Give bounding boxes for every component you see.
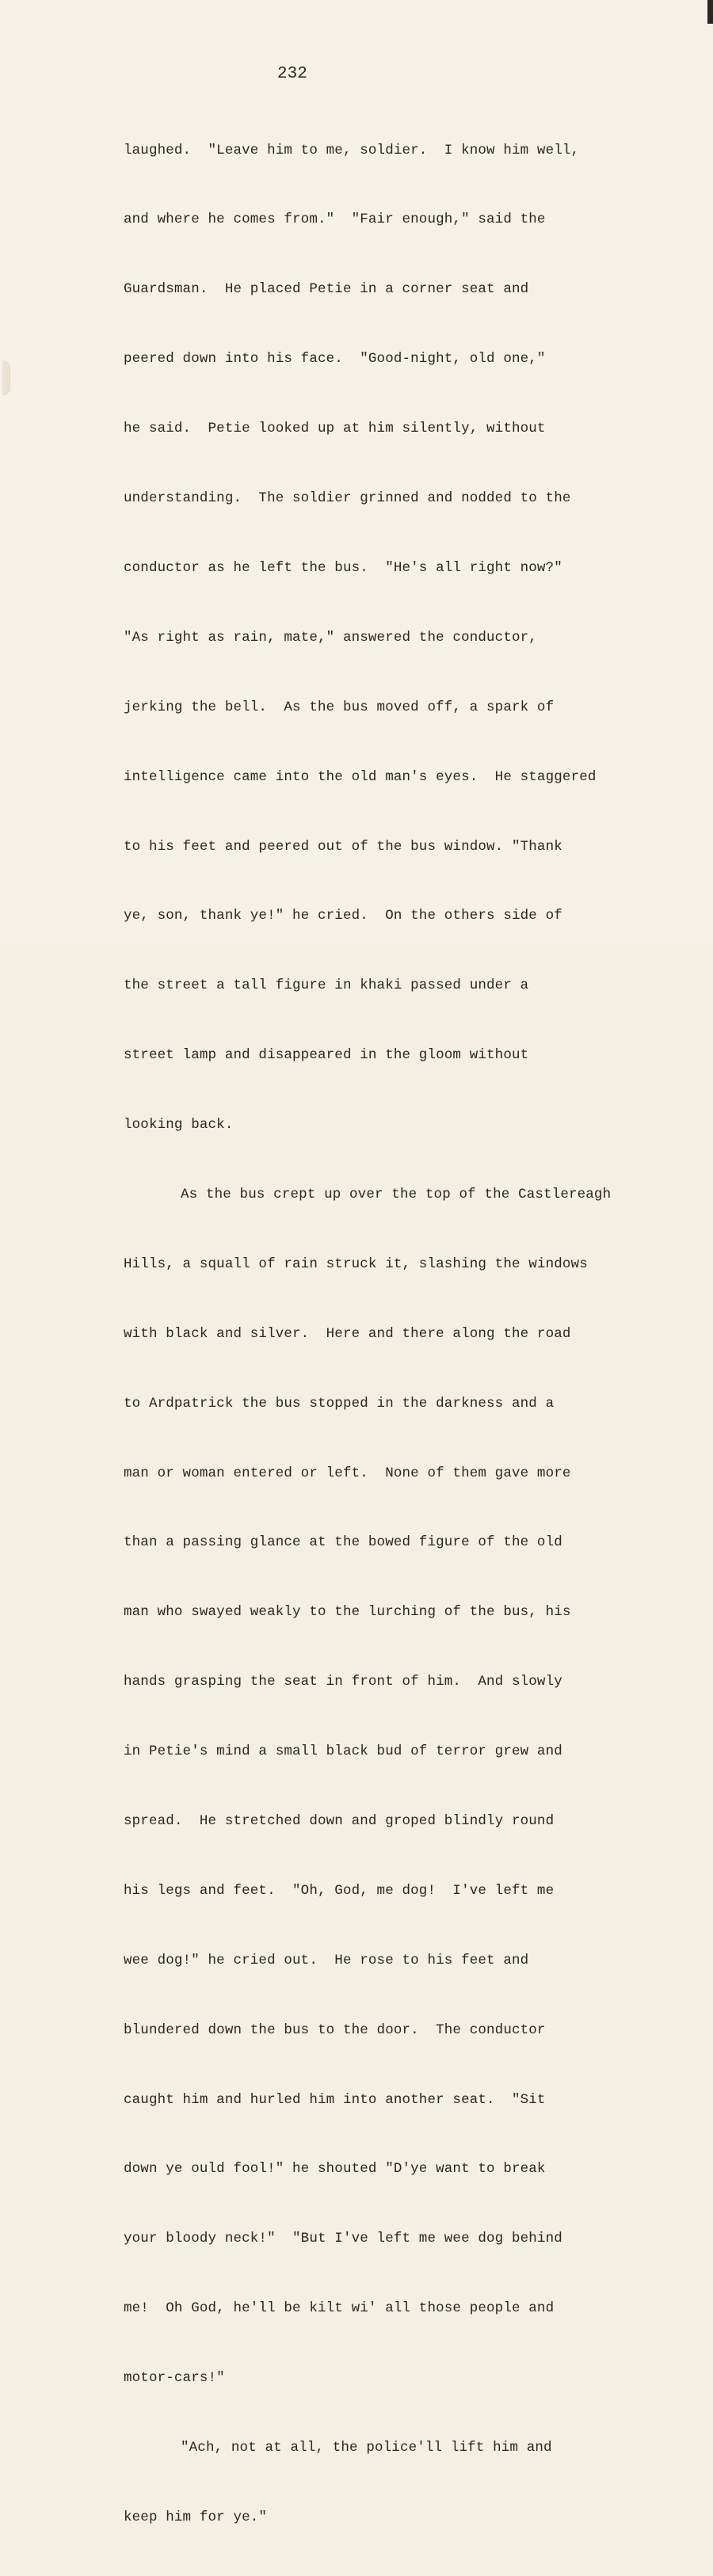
- text-line: man or woman entered or left. None of them gave more: [124, 1465, 571, 1481]
- text-line: me! Oh God, he'll be kilt wi' all those people and: [124, 2300, 555, 2317]
- text-line: his legs and feet. "Oh, God, me dog! I've left me: [124, 1882, 555, 1899]
- text-line: caught him and hurled him into another seat. "Sit: [124, 2091, 546, 2108]
- text-line: man who swayed weakly to the lurching of the bus, his: [124, 1604, 571, 1621]
- text-line: blundered down the bus to the door. The conductor: [124, 2022, 546, 2038]
- text-line: looking back.: [124, 1117, 234, 1134]
- paragraph-start-line: As the bus crept up over the top of the Castlereagh: [181, 1186, 612, 1202]
- text-line: hands grasping the seat in front of him. And slowly: [124, 1674, 562, 1690]
- punch-hole: [2, 360, 10, 395]
- text-line: he said. Petie looked up at him silently, without: [124, 421, 546, 437]
- text-line: Hills, a squall of rain struck it, slashing the windows: [124, 1256, 588, 1272]
- text-line: to Ardpatrick the bus stopped in the darkness and a: [124, 1395, 555, 1412]
- text-line: understanding. The soldier grinned and nodded to the: [124, 490, 571, 507]
- text-line: the street a tall figure in khaki passed under a: [124, 977, 529, 994]
- text-line: motor-cars!": [124, 2370, 225, 2387]
- text-line: spread. He stretched down and groped blindly round: [124, 1812, 555, 1829]
- text-line: peered down into his face. "Good-night, old one,": [124, 351, 546, 368]
- text-line: than a passing glance at the bowed figure of the old: [124, 1534, 562, 1551]
- text-line: wee dog!" he cried out. He rose to his feet and: [124, 1952, 529, 1968]
- text-line: to his feet and peered out of the bus window. "Thank: [124, 838, 562, 855]
- text-line: down ye ould fool!" he shouted "D'ye want to break: [124, 2161, 546, 2178]
- text-line: ye, son, thank ye!" he cried. On the others side of: [124, 908, 562, 924]
- paragraph-start-line: "Ach, not at all, the police'll lift him and: [181, 2439, 552, 2456]
- text-line: jerking the bell. As the bus moved off, a spark of: [124, 699, 555, 715]
- text-line: intelligence came into the old man's eyes. He staggered: [124, 768, 597, 785]
- text-line: and where he comes from." "Fair enough," said the: [124, 211, 546, 228]
- text-line: with black and silver. Here and there along the road: [124, 1325, 571, 1342]
- page-number: 232: [277, 65, 307, 83]
- text-line: "As right as rain, mate," answered the conductor,: [124, 629, 537, 646]
- body-text: [124, 93, 694, 2576]
- text-line: keep him for ye.": [124, 2509, 268, 2525]
- text-line: Guardsman. He placed Petie in a corner seat and: [124, 281, 529, 298]
- page-edge-mark: [707, 0, 713, 24]
- text-line: conductor as he left the bus. "He's all right now?": [124, 559, 562, 576]
- text-line: your bloody neck!" "But I've left me wee dog behind: [124, 2231, 562, 2247]
- text-line: street lamp and disappeared in the gloom without: [124, 1047, 529, 1064]
- text-line: laughed. "Leave him to me, soldier. I know him well,: [124, 142, 580, 158]
- text-line: in Petie's mind a small black bud of terror grew and: [124, 1743, 562, 1760]
